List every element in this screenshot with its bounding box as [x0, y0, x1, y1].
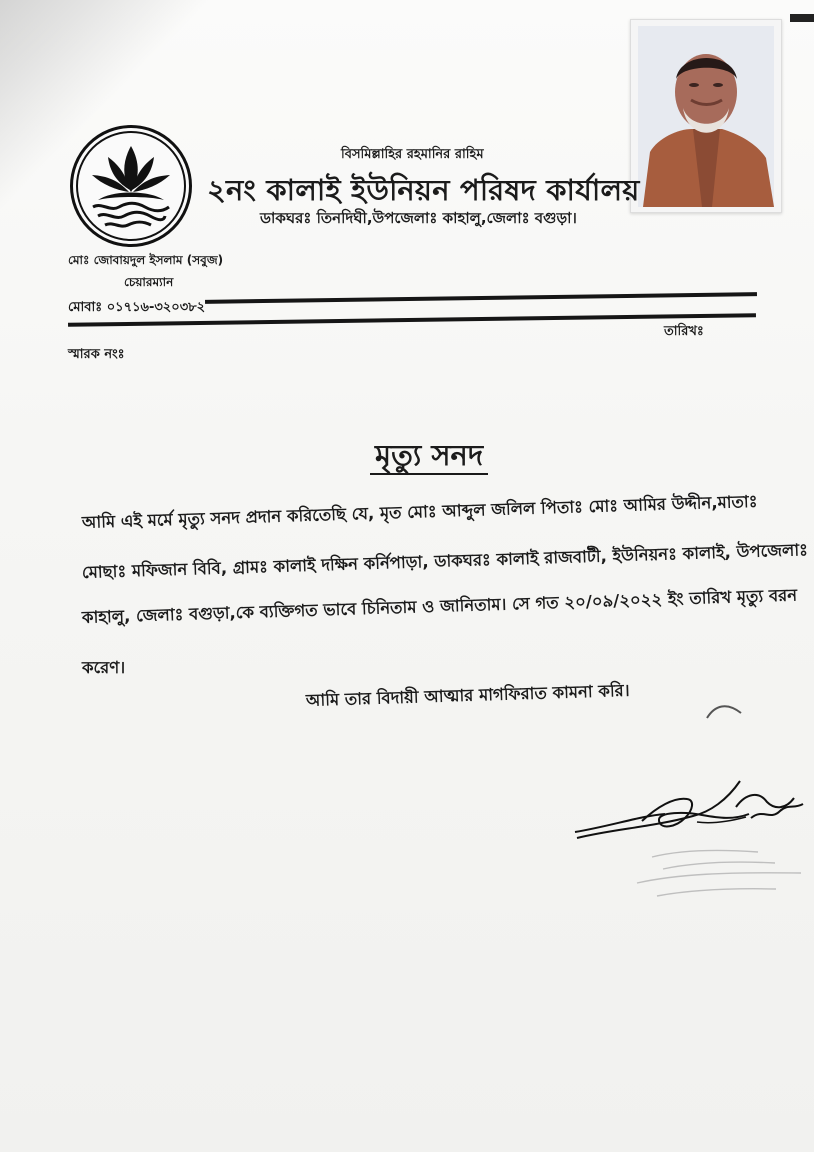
deceased-photo — [630, 19, 782, 213]
certificate-title: মৃত্যু সনদ — [370, 438, 488, 475]
header-divider-top — [205, 292, 757, 304]
certificate-body-line-1: আমি এই মর্মে মৃত্যু সনদ প্রদান করিতেছি যে, মৃত মোঃ আব্দুল জলিল পিতাঃ মোঃ আমির উদ্দীন,মাতাঃ — [81, 491, 758, 532]
office-address: ডাকঘরঃ তিনদিঘী,উপজেলাঃ কাহালু,জেলাঃ বগুড়া। — [260, 209, 577, 227]
certificate-body-line-2: মোছাঃ মফিজান বিবি, গ্রামঃ কালাই দক্ষিন কর্নিপাড়া, ডাকঘরঃ কালাই রাজবাটী, ইউনিয়নঃ কালাই, উপজেলাঃ — [81, 540, 809, 582]
certificate-body-line-3: কাহালু, জেলাঃ বগুড়া,কে ব্যক্তিগত ভাবে চিনিতাম ও জানিতাম। সে গত ২০/০৯/২০২২ ইং তারিখ মৃত্যু বরন — [81, 585, 798, 627]
bangladesh-emblem-logo — [70, 125, 192, 247]
chairman-title: চেয়ারম্যান — [124, 275, 174, 289]
chairman-mobile: মোবাঃ ০১৭১৬-৩২০৩৮২ — [68, 300, 206, 315]
certificate-body-line-4: করেণ। — [82, 658, 126, 677]
bismillah-text: বিসমিল্লাহির রহমানির রাহিম — [341, 147, 484, 162]
faded-seal-stamp — [630, 845, 810, 905]
handwritten-mark — [705, 700, 743, 722]
prayer-text: আমি তার বিদায়ী আত্মার মাগফিরাত কামনা করি। — [305, 680, 630, 710]
chairman-name: মোঃ জোবায়দুল ইসলাম (সবুজ) — [68, 253, 224, 267]
scan-corner-mark — [790, 14, 814, 22]
memo-number-label: স্মারক নংঃ — [68, 347, 125, 362]
date-label: তারিখঃ — [664, 324, 704, 339]
office-title: ২নং কালাই ইউনিয়ন পরিষদ কার্যালয় — [207, 173, 640, 207]
